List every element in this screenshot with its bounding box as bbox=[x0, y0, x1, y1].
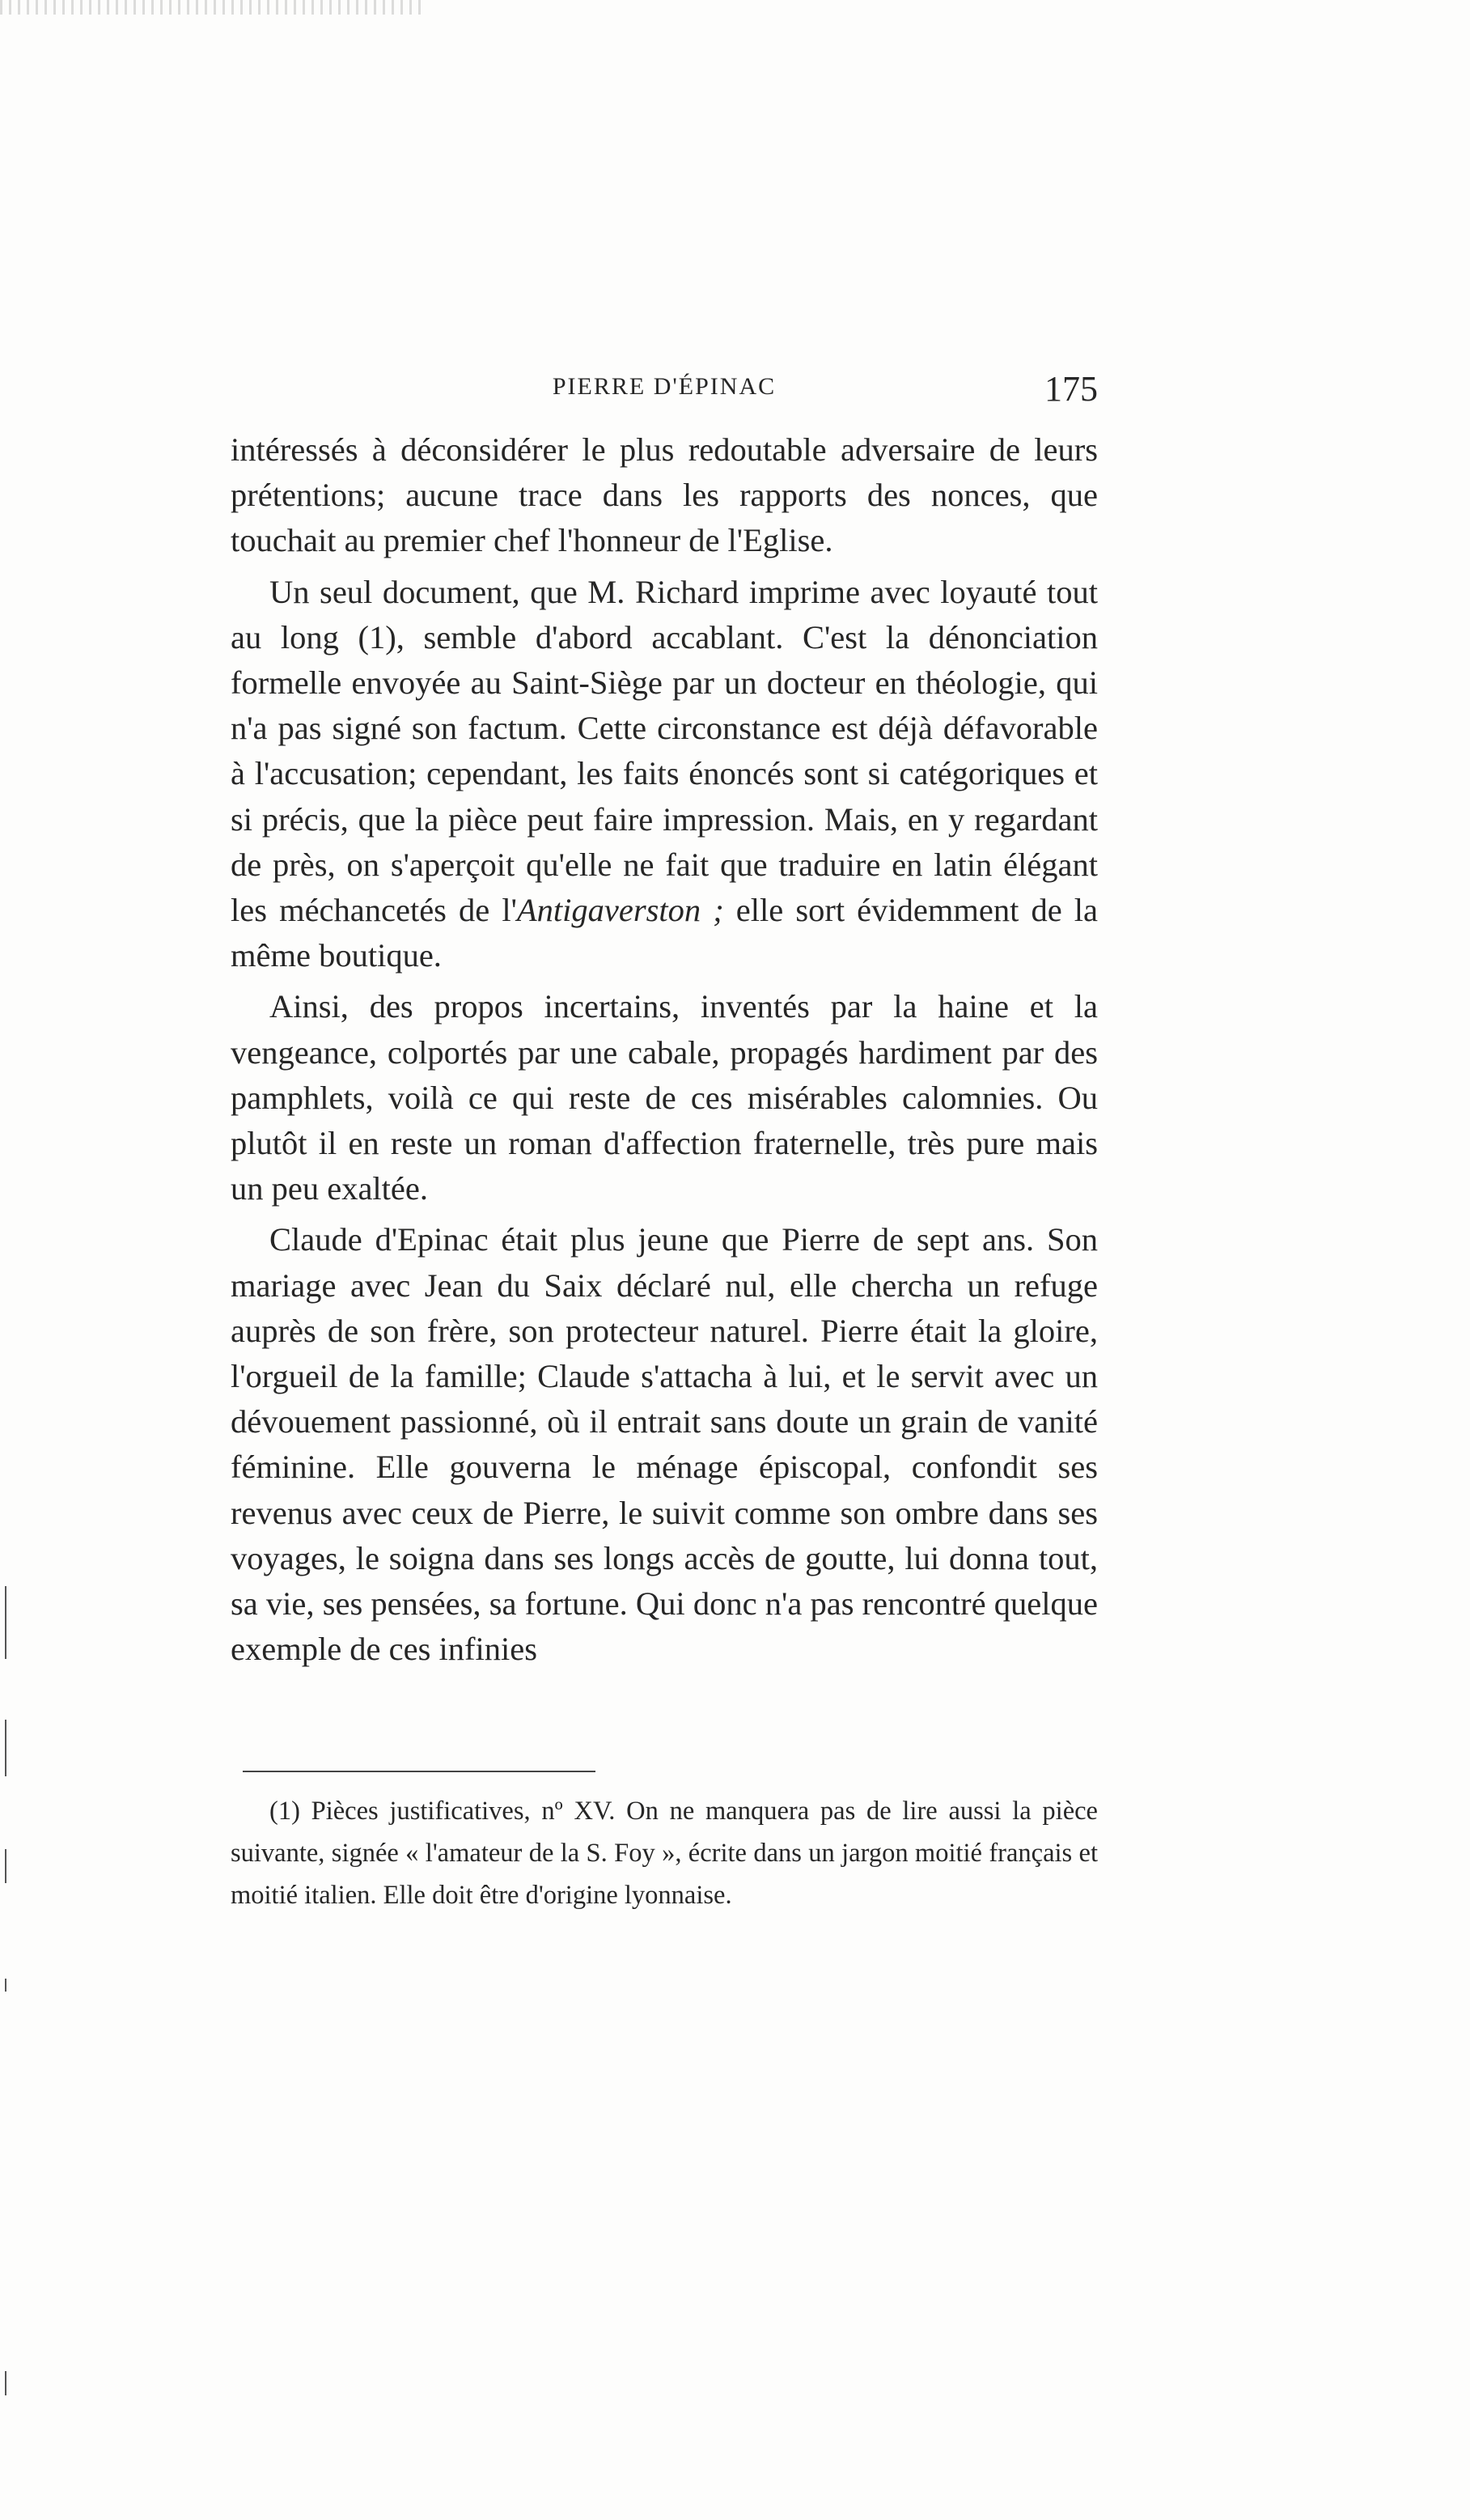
edge-mark bbox=[5, 1720, 6, 1776]
paragraph bbox=[231, 427, 1098, 564]
edge-mark bbox=[5, 2371, 6, 2395]
edge-mark bbox=[5, 1849, 6, 1883]
paragraph-text: Ainsi, des propos incertains, inventés par la haine et la vengeance, colportés par une cabale, propagés hardiment par des pamphlets, voilà ce qui reste de ces misérables calomnies. Ou plutôt il en reste un roman d'affection fraternelle, très pure mais un peu exaltée. bbox=[231, 988, 1098, 1207]
paragraph-text: Un seul document, que M. Richard imprime avec loyauté tout au long (1), semble d'abord accablant. C'est la dénonciation formelle envoyée au Saint-Siège par un docteur en théologie, qui n'a pas signé son factum. Cette circonstance est déjà défavorable à l'accusation; cependant, les faits énoncés sont si catégoriques et si précis, que la pièce peut faire impression. Mais, en y regardant de près, on s'aperçoit qu'elle ne fait que traduire en latin élégant les méchancetés de l' bbox=[231, 573, 1098, 929]
footnote-divider bbox=[243, 1771, 595, 1772]
paragraph-text: intéressés à déconsidérer le plus redoutable adversaire de leurs prétentions; aucune trace dans les rapports des nonces, que touchait au premier chef l'honneur de l'Eglise. bbox=[231, 431, 1098, 559]
edge-mark bbox=[5, 1979, 6, 1992]
edge-mark bbox=[5, 1586, 6, 1659]
body-text bbox=[231, 427, 1098, 1678]
paragraph-text: Claude d'Epinac était plus jeune que Pierre de sept ans. Son mariage avec Jean du Saix déclaré nul, elle chercha un refuge auprès de son frère, son protecteur naturel. Pierre était la gloire, l'orgueil de la famille; Claude s'attacha à lui, et le servit avec un dévouement passionné, où il entrait sans doute un grain de vanité féminine. Elle gouverna le ménage épiscopal, confondit ses revenus avec ceux de Pierre, le suivit comme son ombre dans ses voyages, le soigna dans ses longs accès de goutte, lui donna tout, sa vie, ses pensées, sa fortune. Qui donc n'a pas rencontré quelque exemple de ces infinies bbox=[231, 1221, 1098, 1668]
paragraph bbox=[231, 570, 1098, 979]
page-number: 175 bbox=[1044, 369, 1098, 409]
paragraph-text: elle sort évidemment de la même boutique. bbox=[231, 892, 1098, 974]
scan-noise bbox=[0, 0, 421, 15]
page-header bbox=[231, 368, 1098, 414]
italic-title: Antigaverston ; bbox=[516, 892, 724, 929]
footnote: (1) Pièces justificatives, nº XV. On ne manquera pas de lire aussi la pièce suivante, signée « l'amateur de la S. Foy », écrite dans un jargon moitié français et moitié italien. Elle doit être d'origine lyonnaise. bbox=[231, 1797, 1098, 1910]
paragraph bbox=[231, 1217, 1098, 1672]
running-title: PIERRE D'ÉPINAC bbox=[552, 373, 777, 400]
paragraph bbox=[231, 984, 1098, 1211]
